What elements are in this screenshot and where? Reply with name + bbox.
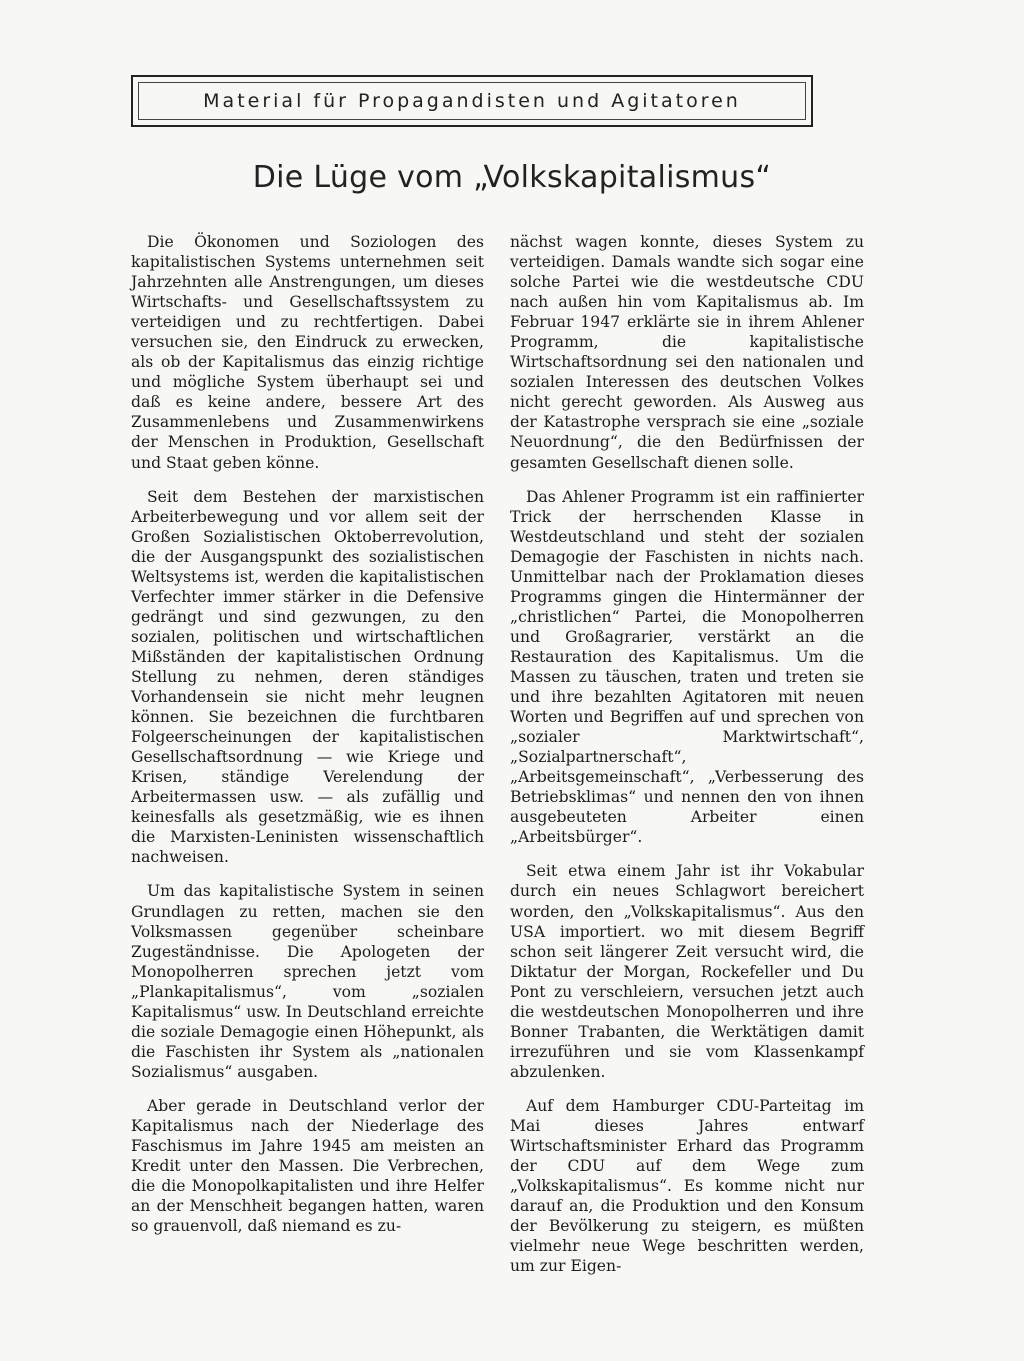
left-column (131, 232, 484, 1250)
paragraph: Auf dem Hamburger CDU-Parteitag im Mai dieses Jahres entwarf Wirtschaftsminister Erhard das Programm der CDU auf dem Wege zum „Volkskapitalismus“. Es komme nicht nur darauf an, die Produktion und den Konsum der Bevölkerung zu steigern, es müßten vielmehr neue Wege beschritten werden, um zur Eigen- (510, 1096, 864, 1276)
paragraph: Die Ökonomen und Soziologen des kapitalistischen Systems unternehmen seit Jahrzehnten alle Anstrengungen, um dieses Wirtschafts- und Gesellschaftssystem zu verteidigen und zu rechtfertigen. Dabei versuchen sie, den Eindruck zu erwecken, als ob der Kapitalismus das einzig richtige und mögliche System überhaupt sei und daß es keine andere, bessere Art des Zusammenlebens und Zusammenwirkens der Menschen in Produktion, Gesellschaft und Staat geben könne. (131, 233, 484, 472)
series-banner (131, 75, 813, 127)
paragraph: Aber gerade in Deutschland verlor der Kapitalismus nach der Niederlage des Faschismus im Jahre 1945 am meisten an Kredit unter den Massen. Die Verbrechen, die die Monopolkapitalisten und ihre Helfer an der Menschheit begangen hatten, waren so grauenvoll, daß niemand es zu- (131, 1096, 484, 1236)
series-title: Material für Propagandisten und Agitatoren (203, 90, 741, 112)
paragraph: Um das kapitalistische System in seinen Grundlagen zu retten, machen sie den Volksmassen gegenüber scheinbare Zugeständnisse. Die Apologeten der Monopolherren sprechen jetzt vom „Plankapitalismus“, vom „sozialen Kapitalismus“ usw. In Deutschland erreichte die soziale Demagogie einen Höhepunkt, als die Faschisten ihr System als „nationalen Sozialismus“ ausgaben. (131, 882, 484, 1081)
paragraph: Seit dem Bestehen der marxistischen Arbeiterbewegung und vor allem seit der Großen Sozialistischen Oktoberrevolution, die der Ausgangspunkt des sozialistischen Weltsystems ist, werden die kapitalistischen Verfechter immer stärker in die Defensive gedrängt und sind gezwungen, zu den sozialen, politischen und wirtschaftlichen Mißständen der kapitalistischen Ordnung Stellung zu nehmen, deren ständiges Vorhandensein sie nicht mehr leugnen können. Sie bezeichnen die furchtbaren Folgeerscheinungen der kapitalistischen Gesellschaftsordnung — wie Kriege und Krisen, ständige Verelendung der Arbeitermassen usw. — als zufällig und keinesfalls als gesetzmäßig, wie es ihnen die Marxisten-Leninisten wissenschaftlich nachweisen. (131, 487, 484, 867)
paragraph: Das Ahlener Programm ist ein raffinierter Trick der herrschenden Klasse in Westdeutschland und steht der sozialen Demagogie der Faschisten in nichts nach. Unmittelbar nach der Proklamation dieses Programms gingen die Hintermänner der „christlichen“ Partei, die Monopolherren und Großagrarier, verstärkt an die Restauration des Kapitalismus. Um die Massen zu täuschen, traten und treten sie und ihre bezahlten Agitatoren mit neuen Worten und Begriffen auf und sprechen von „sozialer Marktwirtschaft“, „Sozialpartnerschaft“, „Arbeitsgemeinschaft“, „Verbesserung des Betriebsklimas“ und nennen den von ihnen ausgebeuteten Arbeiter einen „Arbeitsbürger“. (510, 487, 864, 847)
article-title: Die Lüge vom „Volkskapitalismus“ (252, 160, 772, 195)
right-column (510, 232, 864, 1290)
paragraph: Seit etwa einem Jahr ist ihr Vokabular durch ein neues Schlagwort bereichert worden, den „Volkskapitalismus“. Aus den USA importiert. wo mit diesem Begriff schon seit längerer Zeit versucht wird, die Diktatur der Morgan, Rockefeller und Du Pont zu verschleiern, versuchen jetzt auch die westdeutschen Monopolherren und ihre Bonner Trabanten, die Werktätigen damit irrezuführen und sie vom Klassenkampf abzulenken. (510, 862, 864, 1081)
paragraph: nächst wagen konnte, dieses System zu verteidigen. Damals wandte sich sogar eine solche Partei wie die westdeutsche CDU nach außen hin vom Kapitalismus ab. Im Februar 1947 erklärte sie in ihrem Ahlener Programm, die kapitalistische Wirtschaftsordnung sei den nationalen und sozialen Interessen des deutschen Volkes nicht gerecht geworden. Als Ausweg aus der Katastrophe versprach sie eine „soziale Neuordnung“, die den Bedürfnissen der gesamten Gesellschaft dienen solle. (510, 233, 864, 472)
